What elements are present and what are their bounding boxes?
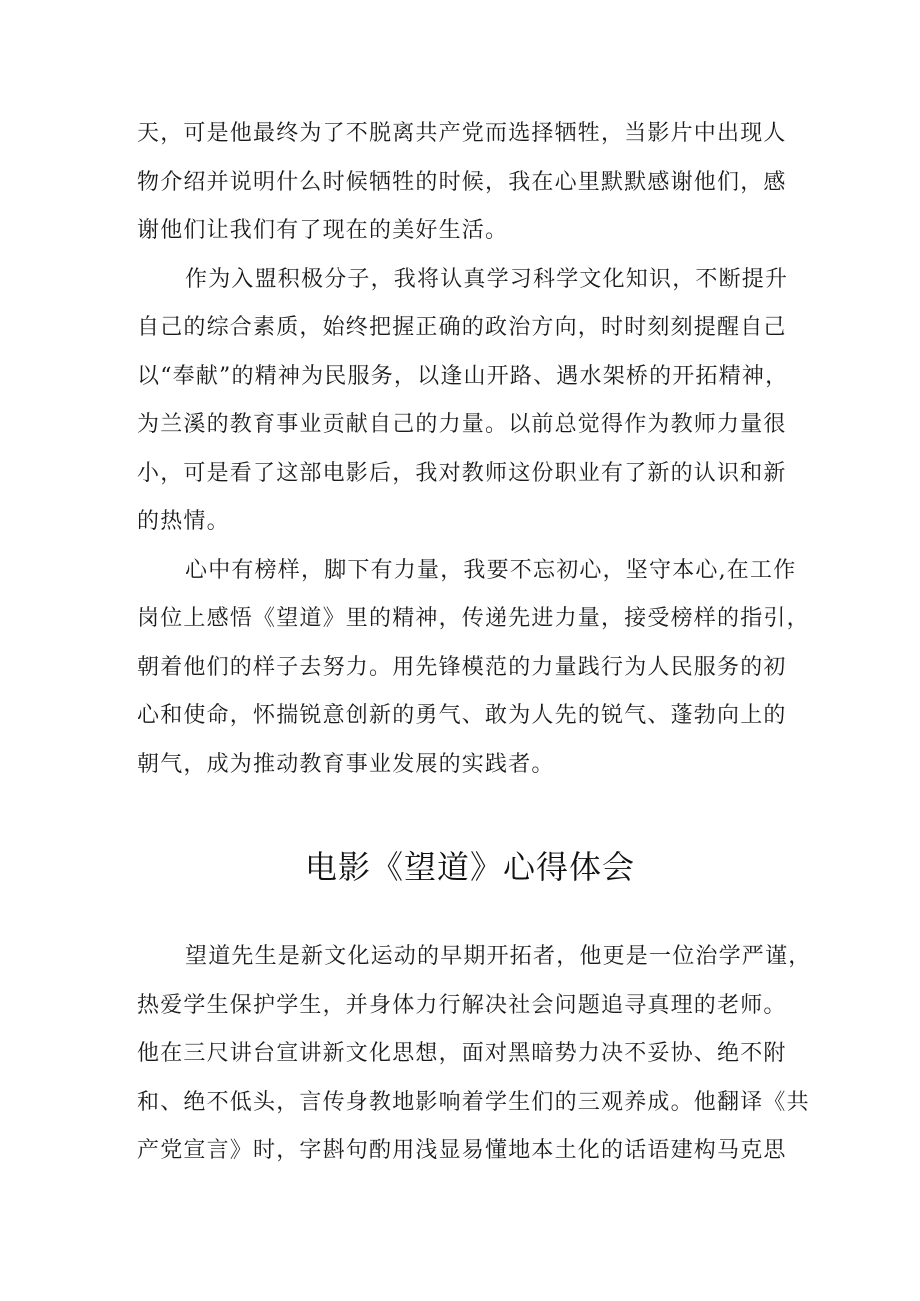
text-line: 他在三尺讲台宣讲新文化思想，面对黑暗势力决不妥协、绝不附 [137,1041,787,1066]
text-line: 小，可是看了这部电影后，我对教师这份职业有了新的认识和新 [137,460,787,486]
text-line: 朝气，成为推动教育事业发展的实践者。 [137,751,555,777]
text-line: 物介绍并说明什么时候牺牲的时候，我在心里默默感谢他们，感 [137,169,787,195]
paragraph-activist-commitment [137,256,803,547]
text-line: 的热情。 [137,509,230,534]
text-line: 朝着他们的样子去努力。用先锋模范的力量践行为人民服务的初 [137,654,787,680]
text-line: 心中有榜样，脚下有力量，我要不忘初心，坚守本心,在工作 [185,557,797,583]
paragraph-continuation [137,110,803,256]
text-line: 谢他们让我们有了现在的美好生活。 [137,218,509,243]
text-line: 天，可是他最终为了不脱离共产党而选择牺牲，当影片中出现人 [137,121,787,146]
text-line: 望道先生是新文化运动的早期开拓者，他更是一位治学严谨， [185,944,812,969]
text-line: 热爱学生保护学生，并身体力行解决社会问题追寻真理的老师。 [137,992,787,1018]
text-line: 自己的综合素质，始终把握正确的政治方向，时时刻刻提醒自己 [137,315,787,340]
document-page [137,110,812,1176]
text-line: 心和使命，怀揣锐意创新的勇气、敢为人先的锐气、蓬勃向上的 [137,703,787,728]
text-line: 产党宣言》时，字斟句酌用浅显易懂地本土化的话语建构马克思 [137,1138,787,1163]
paragraph-role-models [137,547,810,790]
article-title: 电影《望道》心得体会 [304,848,635,886]
text-line: 作为入盟积极分子，我将认真学习科学文化知识，不断提升 [185,266,789,292]
text-line: 为兰溪的教育事业贡献自己的力量。以前总觉得作为教师力量很 [137,412,787,437]
paragraph-wangdao-intro [137,933,812,1176]
text-line: 岗位上感悟《望道》里的精神，传递先进力量，接受榜样的指引， [137,606,810,631]
text-line: 和、绝不低头，言传身教地影响着学生们的三观养成。他翻译《共 [137,1089,810,1115]
text-line: 以“奉献”的精神为民服务，以逢山开路、遇水架桥的开拓精神， [137,363,789,389]
